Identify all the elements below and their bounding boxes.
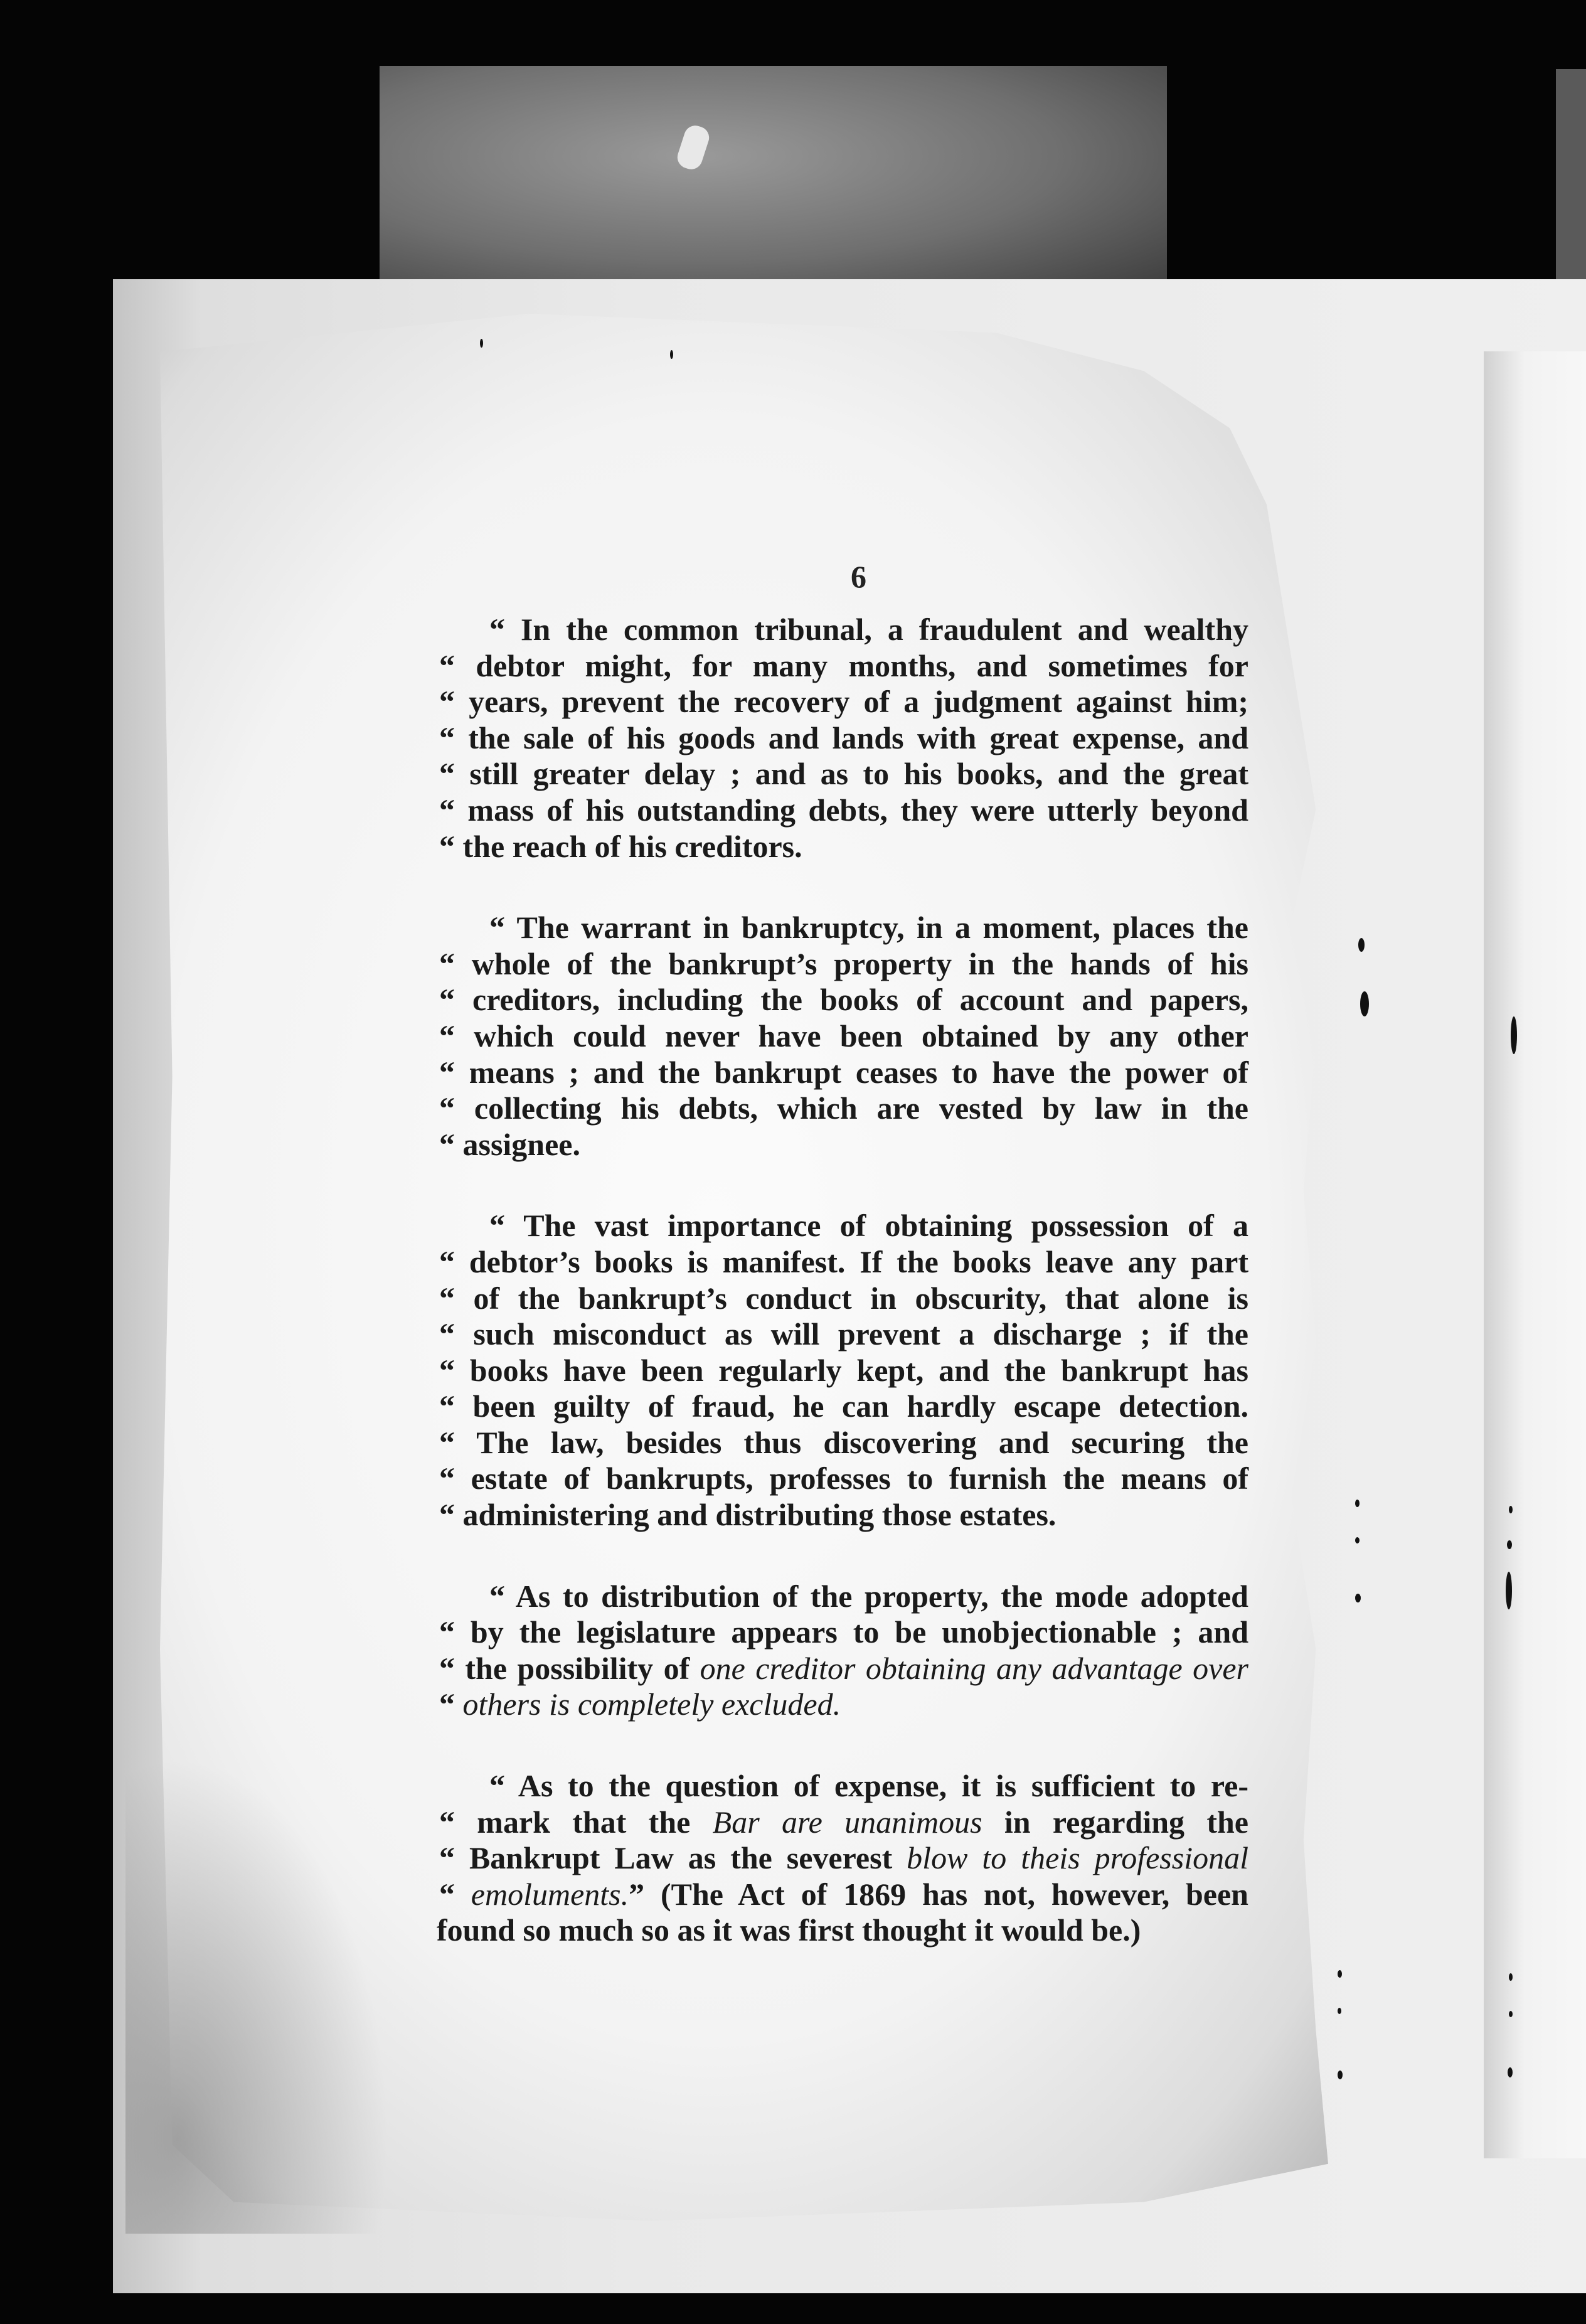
text-line: “ assignee. bbox=[439, 1126, 580, 1162]
text-line: “ estate of bankrupts, professes to furnish the means of bbox=[439, 1461, 1248, 1496]
facing-page-edge bbox=[1484, 351, 1586, 2158]
text-line: “ whole of the bankrupt’s property in the hands of his bbox=[439, 946, 1248, 981]
paragraph bbox=[439, 1579, 1248, 1723]
text-line: “ The law, besides thus discovering and securing the bbox=[439, 1424, 1248, 1460]
background-card bbox=[380, 66, 1167, 292]
speck bbox=[1360, 991, 1369, 1016]
text-line: “ years, prevent the recovery of a judgment against him; bbox=[439, 684, 1248, 720]
speck bbox=[1509, 1506, 1513, 1513]
text-line: “ the sale of his goods and lands with great expense, and bbox=[439, 720, 1248, 755]
paragraph bbox=[439, 612, 1248, 865]
paragraph bbox=[439, 910, 1248, 1163]
text-line bbox=[439, 1687, 1248, 1723]
speck bbox=[1355, 1594, 1361, 1602]
page-number: 6 bbox=[851, 559, 866, 594]
speck bbox=[1358, 938, 1365, 952]
speck bbox=[1338, 2071, 1343, 2079]
text-line: “ creditors, including the books of account and papers, bbox=[439, 982, 1248, 1018]
italic-run: one creditor obtaining any advantage over bbox=[700, 1650, 1248, 1686]
text-line: “ means ; and the bankrupt ceases to have the power of bbox=[439, 1054, 1248, 1090]
italic-run: blow to theis professional bbox=[907, 1840, 1248, 1876]
speck bbox=[670, 350, 673, 359]
paragraph bbox=[439, 1768, 1248, 1949]
speck bbox=[1508, 2067, 1513, 2077]
text-line: “ In the common tribunal, a fraudulent and wealthy bbox=[489, 612, 1248, 647]
background-card-edge bbox=[1556, 69, 1586, 301]
text-line bbox=[439, 1840, 1248, 1877]
text-line: “ The warrant in bankruptcy, in a moment, places the bbox=[489, 910, 1248, 946]
text-line bbox=[439, 1651, 1248, 1687]
speck bbox=[1338, 2008, 1341, 2014]
text-run: “ Bankrupt Law as the severest bbox=[439, 1840, 907, 1876]
text-run: “ bbox=[439, 1687, 463, 1722]
text-line: “ been guilty of fraud, he can hardly escape detection. bbox=[439, 1389, 1248, 1424]
text-line: found so much so as it was first thought it would be.) bbox=[437, 1912, 1141, 1948]
speck bbox=[480, 339, 483, 348]
text-line bbox=[439, 1804, 1248, 1841]
text-run: “ the possibility of bbox=[439, 1650, 700, 1686]
italic-run: Bar are unanimous bbox=[712, 1804, 982, 1840]
text-line: “ The vast importance of obtaining possession of a bbox=[489, 1208, 1248, 1244]
speck bbox=[1355, 1537, 1360, 1543]
text-line: “ books have been regularly kept, and the bankrupt has bbox=[439, 1352, 1248, 1388]
text-line: “ mass of his outstanding debts, they were utterly beyond bbox=[439, 792, 1248, 828]
text-line: “ As to the question of expense, it is sufficient to re- bbox=[489, 1768, 1248, 1804]
text-line: “ As to distribution of the property, the mode adopted bbox=[489, 1578, 1248, 1614]
text-run: “ bbox=[439, 1876, 471, 1912]
body-text bbox=[439, 612, 1248, 1994]
text-line: “ debtor’s books is manifest. If the books leave any part bbox=[439, 1244, 1248, 1279]
speck bbox=[1511, 1016, 1517, 1054]
text-line: “ the reach of his creditors. bbox=[439, 828, 802, 864]
italic-run: emoluments. bbox=[471, 1876, 629, 1912]
text-line: “ such misconduct as will prevent a discharge ; if the bbox=[439, 1316, 1248, 1352]
speck bbox=[1506, 1572, 1512, 1609]
text-line: “ of the bankrupt’s conduct in obscurity, that alone is bbox=[439, 1280, 1248, 1316]
text-line: “ which could never have been obtained by any other bbox=[439, 1018, 1248, 1053]
text-run: ” (The Act of 1869 has not, however, been bbox=[629, 1876, 1248, 1912]
text-line: “ collecting his debts, which are vested by law in the bbox=[439, 1090, 1248, 1126]
text-run: “ mark that the bbox=[439, 1804, 713, 1840]
speck bbox=[1509, 1973, 1513, 1981]
speck bbox=[1509, 2011, 1513, 2017]
text-run: in regarding the bbox=[982, 1804, 1248, 1840]
speck bbox=[1507, 1540, 1512, 1549]
paragraph bbox=[439, 1208, 1248, 1533]
page-shadow bbox=[125, 1757, 389, 2234]
text-line bbox=[439, 1877, 1248, 1913]
text-line: “ debtor might, for many months, and sometimes for bbox=[439, 648, 1248, 683]
text-line: “ by the legislature appears to be unobjectionable ; and bbox=[439, 1614, 1248, 1650]
text-line: “ administering and distributing those estates. bbox=[439, 1497, 1056, 1533]
speck bbox=[1338, 1970, 1342, 1978]
italic-run: others is completely excluded. bbox=[462, 1687, 841, 1722]
text-line: “ still greater delay ; and as to his books, and the great bbox=[439, 756, 1248, 792]
speck bbox=[1355, 1500, 1360, 1507]
